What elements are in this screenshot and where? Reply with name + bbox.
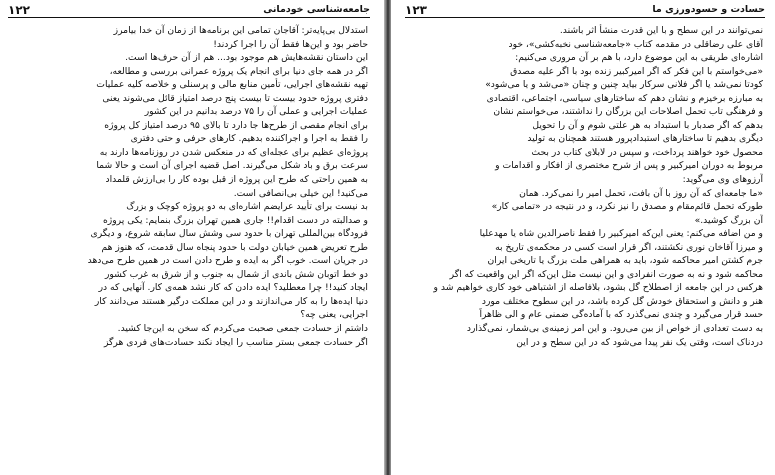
text-line: به دست تعدادی از خواص از بین می‌رود. و این امر زمینه‌ی بی‌شمار، نمی‌گذارد bbox=[466, 323, 763, 335]
text-line: بد نیست برای تأیید عرایضم اشاره‌ای به دو پروژه کوچک و بزرگ bbox=[126, 201, 368, 213]
right-page-body bbox=[407, 24, 763, 349]
right-page-header bbox=[405, 2, 765, 18]
text-line: را فقط به اجرا و اجراکننده بدهیم. کارهای حرفی و حتی دفتری bbox=[130, 133, 368, 145]
text-line: دردناک است، وقتی یک نفر پیدا می‌شود که در این سطح و در این bbox=[516, 336, 763, 348]
text-line: طرح تعریض همین خیابان دولت با حدود پنجاه سال قدمت، که هنوز هم bbox=[101, 241, 368, 253]
text-line: کودتا نمی‌شد یا اگر فلانی سرکار بیاید چنین و چنان «می‌شد و یا می‌شود» bbox=[485, 79, 763, 91]
right-page bbox=[391, 0, 775, 475]
text-line: می‌کنید! این خیلی بی‌انصافی است. bbox=[233, 187, 368, 199]
left-page-header bbox=[8, 2, 370, 18]
text-line: مربوط به دوران امیرکبیر و پس از شرح مختصری از افکار و اقدامات و bbox=[495, 160, 763, 172]
text-line: دفتری پروژه حدود بیست تا بیست پنج درصد امتیاز قائل می‌شوند یعنی bbox=[102, 92, 368, 104]
text-line: سرعت برق و باد شکل می‌گیرند. اصل قضیه اجرای آن است و حالا شما bbox=[96, 160, 368, 172]
text-line: آرزوهای وی می‌گوید: bbox=[682, 174, 763, 186]
text-line: فرودگاه بین‌المللی تهران با حدود سی وشش سال سابقه شروع، و دیگری bbox=[90, 228, 368, 240]
text-line: و فرهنگی تاب تحمل اصلاحات این بزرگان را نداشتند، می‌خواستم نشان bbox=[493, 106, 763, 118]
text-line: دو خط اتوبان شش باندی از شمال به جنوب و از شرق به غرب کشور bbox=[105, 268, 368, 280]
left-page bbox=[0, 0, 384, 475]
text-line: برای انجام مقصی از طرح‌ها جا دارد تا بالای ۹۵ درصد امتیاز کل پروژه bbox=[104, 119, 368, 131]
text-line: داشتم از حسادت جمعی صحبت می‌کردم که سخن به این‌جا کشید. bbox=[117, 323, 368, 335]
text-line: حسد قرار می‌گیرد و چندی نمی‌گذرد که با آماده‌گی ضمنی عام و الی ظاهراً bbox=[479, 309, 763, 321]
left-page-number: ۱۲۲ bbox=[8, 3, 30, 17]
text-line: ایجاد کنید!! چرا معطلید؟ ایده دادن که کار نشد همه‌ی کار. آنهایی که در bbox=[98, 282, 368, 294]
text-line: آقای علی رضاقلی در مقدمه کتاب «جامعه‌شناسی نخبه‌کشی»، خود bbox=[508, 38, 763, 50]
text-line: پروژه‌ای عظیم برای عجله‌ای که در منعکس شدن در روزنامه‌ها دارند به bbox=[99, 146, 368, 158]
text-line: اگر در همه جای دنیا برای انجام یک پروژه عمرانی بررسی و مطالعه، bbox=[109, 65, 368, 77]
text-line: «می‌خواستم با این فکر که اگر امیرکبیر زنده بود با اگر علیه مصدق bbox=[510, 65, 763, 77]
right-header-rule bbox=[405, 17, 765, 18]
text-line: به همین راحتی که طرح این پروژه از قبل بوده کار را بی‌ارزش قلمداد bbox=[105, 174, 368, 186]
text-line: دنیا ایده‌ها را به کار می‌اندازند و در این مملکت درگیر هستند می‌دانند کار bbox=[94, 295, 368, 307]
right-running-title: حسادت و حسودورزی ما bbox=[652, 4, 765, 15]
text-line: «ما جامعه‌ای که آن روز با آن بافت، تحمل امیر را نمی‌کرد. همان bbox=[519, 187, 763, 199]
text-line: و صدالبته در دست اقدام!! جاری همین تهران بزرگ بنمایم: یکی پروژه bbox=[102, 214, 368, 226]
text-line: عملیات اجرایی و عملی آن را ۷۵ درصد بدانیم در این کشور bbox=[144, 106, 368, 118]
text-line: حاضر بود و این‌ها فقط آن را اجرا کردند! bbox=[213, 38, 368, 50]
text-line: هرکس در این جامعه از اصطلاح گل بشود، بلافاصله از اشتباهی خود کاری خواهیم شد و bbox=[433, 282, 763, 294]
text-line: و میرزا آقاخان نوری نکشتند، اگر قرار است کسی در محکمه‌ی تاریخ به bbox=[495, 241, 763, 253]
text-line: اجرایی، یعنی چه؟ bbox=[300, 309, 368, 321]
text-line: دیگری بدهیم تا ساختارهای استبدادپرور هستند همچنان به تولید bbox=[527, 133, 763, 145]
text-line: آن بزرگ کوشید.» bbox=[694, 214, 763, 226]
text-line: و من اضافه می‌کنم: یعنی این‌که امیرکبیر را فقط ناصرالدین شاه یا مهدعلیا bbox=[479, 228, 763, 240]
text-line: جرم کشتن امیر محاکمه شود، باید به همراهی ملت بزرگ یا تاریخی ایران bbox=[487, 255, 763, 267]
text-line: تهیه نقشه‌های اجرایی، تأمین منابع مالی و پرسنلی و خلاصه کلیه عملیات bbox=[96, 79, 368, 91]
left-page-body bbox=[10, 24, 368, 349]
text-line: نمی‌توانند در این سطح و با این قدرت منشأ اثر باشند. bbox=[559, 25, 763, 36]
book-gutter bbox=[384, 0, 391, 475]
text-line: در جریان است. خوب اگر به ایده و طرح دادن است در همین طرح می‌دهد bbox=[87, 255, 368, 267]
text-line: اشاره‌ای طریقی به این موضوع دارد، با هم بر آن مروری می‌کنیم: bbox=[515, 52, 763, 64]
text-line: هنر و دانش و استحقاق خودش گل کرده باشد، در این سطوح مختلف مورد bbox=[481, 295, 763, 307]
text-line: به مبارزه برخیزم و نشان دهم که ساختارهای سیاسی، اجتماعی، اقتصادی bbox=[486, 92, 763, 104]
left-running-title: جامعه‌شناسی خودمانی bbox=[263, 4, 370, 15]
text-line: طورکه تحمل قائم‌مقام و مصدق را نیز نکرد، و در نتیجه در «تمامی کار» bbox=[491, 201, 763, 213]
left-header-rule bbox=[8, 17, 370, 18]
text-line: استدلال بی‌پایه‌تر: آقاجان تمامی این برنامه‌ها از زمان آن خدا بیامرز bbox=[113, 25, 368, 36]
text-line: بدهم که اگر صدبار با استبداد به هر علتی شوم و آن را تحویل bbox=[532, 119, 763, 131]
right-page-number: ۱۲۳ bbox=[405, 3, 427, 17]
text-line: اگر حسادت جمعی بستر مناسب را ایجاد نکند حسادت‌های فردی هرگز bbox=[103, 336, 368, 348]
text-line: این داستان نقشه‌هایش هم موجود بود... هم از آن حرف‌ها است. bbox=[125, 52, 368, 64]
text-line: محاکمه شود و نه به صورت انفرادی و این نیست مثل این‌که اگر این واقعیت که اگر bbox=[449, 268, 763, 280]
text-line: محصول خود خواهند پرداخت، و سپس در لابلای کتاب در بحث bbox=[531, 146, 763, 158]
